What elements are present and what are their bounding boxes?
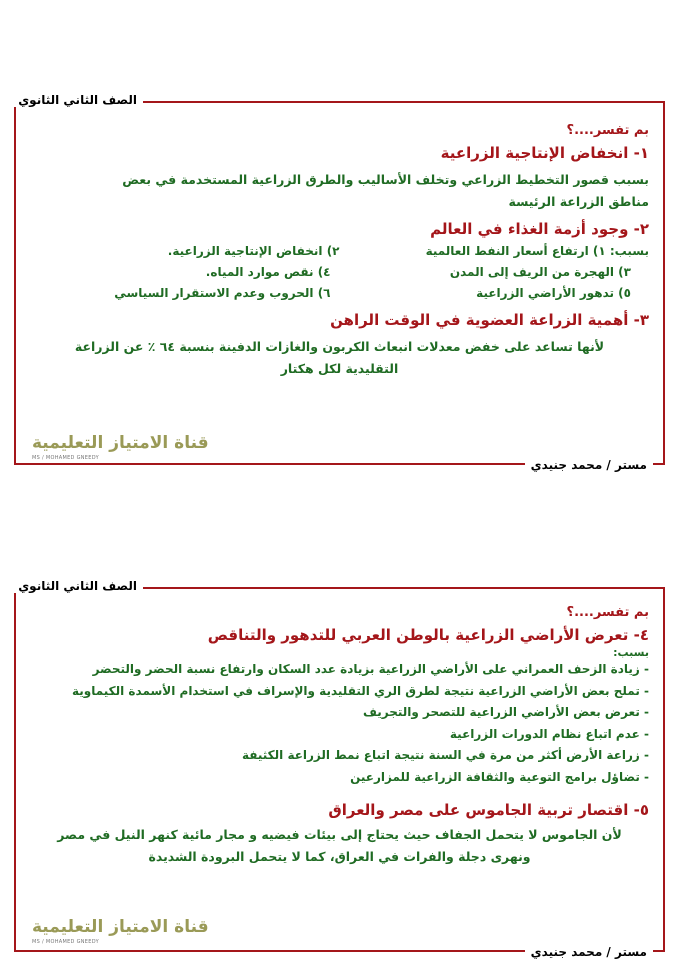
- question-1-answer-line-2: مناطق الزراعة الرئيسة: [508, 194, 649, 209]
- question-3-answer-line-2: التقليدية لكل هكتار: [280, 361, 399, 376]
- list-item: - زيادة الزحف العمراني على الأراضي الزراعية بزيادة عدد السكان وارتفاع نسبة الحضر والتحضر: [30, 659, 649, 681]
- channel-logo: قناة الامتياز التعليمية: [32, 917, 209, 937]
- list-item: - تملح بعض الأراضي الزراعية نتيجة لطرق الري التقليدية والإسراف في استخدام الأسمدة الكيماوية: [30, 681, 649, 703]
- list-item: - عدم اتباع نظام الدورات الزراعية: [30, 724, 649, 746]
- worksheet-card-2: [14, 579, 665, 959]
- channel-logo-caption: MS / MOHAMED GNEEDY: [32, 939, 99, 945]
- explain-prompt: بم تفسر....؟: [566, 123, 649, 138]
- channel-logo-caption: MS / MOHAMED GNEEDY: [32, 455, 99, 461]
- question-2-title: ٢- وجود أزمة الغذاء في العالم: [430, 220, 649, 238]
- list-item: - زراعة الأرض أكثر من مرة في السنة نتيجة اتباع نمط الزراعة الكثيفة: [30, 745, 649, 767]
- cause-row: [30, 283, 649, 304]
- cause-item: ٥) تدهور الأراضي الزراعية: [476, 286, 631, 300]
- list-item: - تضاؤل برامج التوعية والثقافة الزراعية للمزارعين: [30, 767, 649, 789]
- question-3-answer-line-1: لأنها تساعد على خفض معدلات انبعاث الكربون والغازات الدفينة بنسبة ٦٤ ٪ عن الزراعة: [74, 339, 605, 354]
- question-4-title: ٤- تعرض الأراضي الزراعية بالوطن العربي للتدهور والتناقص: [207, 626, 649, 644]
- question-5-answer-line-2: ونهرى دجلة والفرات في العراق، كما لا يتحمل البرودة الشديدة: [148, 849, 531, 864]
- channel-logo: قناة الامتياز التعليمية: [32, 433, 209, 453]
- card-body: [30, 121, 649, 380]
- cause-item: ٢) انخفاض الإنتاجية الزراعية.: [167, 244, 340, 258]
- list-item: - تعرض بعض الأراضي الزراعية للتصحر والتجريف: [30, 702, 649, 724]
- cause-item: بسبب: ١) ارتفاع أسعار النفط العالمية: [425, 244, 649, 258]
- explain-prompt: بم تفسر....؟: [566, 605, 649, 620]
- grade-label: الصف الثاني الثانوي: [12, 93, 143, 107]
- cause-item: ٣) الهجرة من الريف إلى المدن: [449, 265, 631, 279]
- cause-row: [30, 241, 649, 262]
- card-body: [30, 603, 649, 868]
- teacher-name: مستر / محمد جنيدي: [525, 945, 653, 959]
- cause-row: [30, 262, 649, 283]
- question-1-answer-line-1: بسبب قصور التخطيط الزراعي وتخلف الأساليب والطرق الزراعية المستخدمة في بعض: [122, 172, 649, 187]
- worksheet-card-1: [14, 93, 665, 472]
- because-label: بسبب:: [613, 646, 649, 659]
- cause-item: ٦) الحروب وعدم الاستقرار السياسي: [114, 286, 331, 300]
- cause-item: ٤) نقص موارد المياه.: [205, 265, 331, 279]
- question-2-causes: [30, 241, 649, 304]
- question-4-reasons: [30, 659, 649, 788]
- question-1-title: ١- انخفاض الإنتاجية الزراعية: [440, 144, 649, 162]
- grade-label: الصف الثاني الثانوي: [12, 579, 143, 593]
- question-5-title: ٥- اقتصار تربية الجاموس على مصر والعراق: [328, 801, 649, 819]
- teacher-name: مستر / محمد جنيدي: [525, 458, 653, 472]
- question-3-title: ٣- أهمية الزراعة العضوية في الوقت الراهن: [330, 311, 649, 329]
- question-5-answer-line-1: لأن الجاموس لا يتحمل الجفاف حيث يحتاج إلى بيئات فيضيه و مجار مائية كنهر النيل في مصر: [57, 827, 622, 842]
